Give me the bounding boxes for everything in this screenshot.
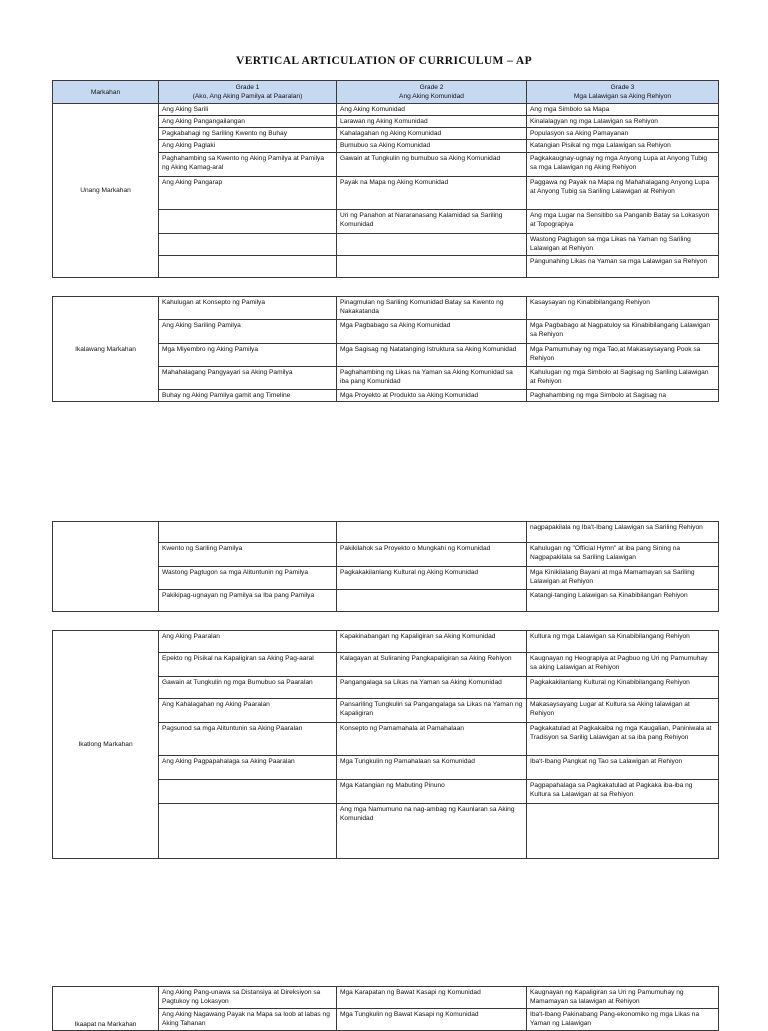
grade-3-cell: Kahulugan ng "Official Hymn" at iba pang Sining na Nagpapakilala sa Sariling Lalawigan <box>527 543 719 567</box>
grade-1-cell: Ang Aking Sarili <box>159 104 337 116</box>
grade-3-cell: Paghahambing ng mga Simbolo at Sagisag na <box>527 390 719 402</box>
grade-1-cell: Ang Aking Paaralan <box>159 631 337 653</box>
table-row <box>53 104 719 116</box>
curriculum-table-third-quarter <box>52 630 719 859</box>
document-title: VERTICAL ARTICULATION OF CURRICULUM – AP <box>235 55 532 67</box>
grade-1-subtitle: (Ako, Ang Aking Pamilya at Paaralan) <box>192 93 303 100</box>
grade-1-cell: Mahahalagang Pangyayari sa Aking Pamilya <box>159 367 337 390</box>
quarter-label: Ikalawang Markahan <box>53 297 159 402</box>
curriculum-table-second-quarter-continued <box>52 521 719 612</box>
grade-3-cell <box>527 804 719 859</box>
grade-3-cell: Mga Pamumuhay ng mga Tao,at Makasaysayang Pook sa Rehiyon <box>527 344 719 367</box>
grade-2-title: Grade 2 <box>419 84 444 91</box>
grade-1-cell: Ang Aking Pangarap <box>159 177 337 210</box>
grade-2-cell <box>337 256 527 278</box>
grade-3-cell: Katangi-tanging Lalawigan sa Kinabibilangan Rehiyon <box>527 590 719 612</box>
grade-2-cell: Mga Karapatan ng Bawat Kasapi ng Komunidad <box>337 987 527 1009</box>
grade-1-cell: Gawain at Tungkulin ng mga Bumubuo sa Paaralan <box>159 677 337 699</box>
quarter-label: Ikaapat na Markahan <box>53 987 159 1031</box>
grade-3-cell: Katangian Pisikal ng mga Lalawigan sa Rehiyon <box>527 140 719 153</box>
grade-3-cell: Kinalalagyan ng mga Lalawigan sa Rehiyon <box>527 116 719 128</box>
grade-1-title: Grade 1 <box>235 84 260 91</box>
grade-2-cell: Pangangalaga sa Likas na Yaman sa Aking Komunidad <box>337 677 527 699</box>
grade-2-cell: Uri ng Panahon at Nararanasang Kalamidad sa Sariling Komunidad <box>337 210 527 234</box>
grade-3-cell: Iba't-Ibang Pakinabang Pang-ekonomiko ng mga Likas na Yaman ng Lalawigan <box>527 1009 719 1031</box>
header-grade-3 <box>527 81 719 104</box>
grade-2-cell: Larawan ng Aking Komunidad <box>337 116 527 128</box>
grade-3-cell: Paggawa ng Payak na Mapa ng Mahahalagang Anyong Lupa at Anyong Tubig sa Sariling Lalawigan at Rehiyon <box>527 177 719 210</box>
grade-1-cell: Kwento ng Sariling Pamilya <box>159 543 337 567</box>
quarter-label: Unang Markahan <box>53 104 159 278</box>
grade-1-cell: Pagsunod sa mga Alituntunin sa Aking Paaralan <box>159 723 337 756</box>
grade-1-cell <box>159 234 337 256</box>
curriculum-table-fourth-quarter <box>52 986 719 1031</box>
grade-3-cell: Mga Kinikilalang Bayani at mga Mamamayan sa Sariling Lalawigan at Rehiyon <box>527 567 719 590</box>
table-row <box>53 987 719 1009</box>
grade-1-cell: Pagkabahagi ng Sariling Kwento ng Buhay <box>159 128 337 140</box>
grade-3-cell: Makasaysayang Lugar at Kultura sa Aking lalawigan at Rehiyon <box>527 699 719 723</box>
grade-3-cell: nagpapakilala ng Iba't-Ibang Lalawigan sa Sariling Rehiyon <box>527 522 719 543</box>
grade-2-cell: Pakikilahok sa Proyekto o Mungkahi ng Komunidad <box>337 543 527 567</box>
grade-3-cell: Populasyon sa Aking Pamayanan <box>527 128 719 140</box>
grade-1-cell: Ang Aking Pagpapahalaga sa Aking Paaralan <box>159 756 337 780</box>
table-row <box>53 297 719 320</box>
grade-1-cell: Pakikipag-ugnayan ng Pamilya sa Iba pang Pamilya <box>159 590 337 612</box>
grade-1-cell: Ang Aking Pangangailangan <box>159 116 337 128</box>
grade-3-cell: Kasaysayan ng Kinabibilangang Rehiyon <box>527 297 719 320</box>
header-markahan: Markahan <box>53 81 159 104</box>
quarter-label: Ikatlong Markahan <box>53 631 159 859</box>
grade-3-cell: Kultura ng mga Lalawigan sa Kinabibilangang Rehiyon <box>527 631 719 653</box>
grade-2-cell <box>337 522 527 543</box>
grade-1-cell: Ang Kahalagahan ng Aking Paaralan <box>159 699 337 723</box>
grade-1-cell: Ang Aking Paglaki <box>159 140 337 153</box>
grade-2-cell: Mga Proyekto at Produkto sa Aking Komunidad <box>337 390 527 402</box>
grade-3-cell: Ang mga Lugar na Sensitibo sa Panganib Batay sa Lokasyon at Topograpiya <box>527 210 719 234</box>
grade-2-cell: Mga Pagbabago sa Aking Komunidad <box>337 320 527 344</box>
grade-1-cell: Kahulugan at Konsepto ng Pamilya <box>159 297 337 320</box>
grade-3-cell: Pagkakatulad at Pagkakaiba ng mga Kaugalian, Paniniwala at Tradisyon sa Sarilig Lalawigan at sa iba pang Rehiyon <box>527 723 719 756</box>
grade-2-cell: Mga Katangian ng Mabuting Pinuno <box>337 780 527 804</box>
grade-3-cell: Kaugnayan ng Kapaligiran sa Uri ng Pamumuhay ng Mamamayan sa lalawigan at Rehiyon <box>527 987 719 1009</box>
grade-2-cell: Konsepto ng Pamamahala at Pamahalaan <box>337 723 527 756</box>
grade-1-cell: Wastong Pagtugon sa mga Alituntunin ng Pamilya <box>159 567 337 590</box>
grade-3-cell: Mga Pagbabago at Nagpatuloy sa Kinabibilangang Lalawigan sa Rehiyon <box>527 320 719 344</box>
grade-2-cell: Ang Aking Komunidad <box>337 104 527 116</box>
grade-3-cell: Iba't-Ibang Pangkat ng Tao sa Lalawigan at Rehiyon <box>527 756 719 780</box>
curriculum-table-first-quarter <box>52 80 719 278</box>
grade-2-cell <box>337 590 527 612</box>
grade-3-cell: Pagkakaugnay-ugnay ng mga Anyong Lupa at Anyong Tubig sa mga Lalawigan ng Aking Rehiyon <box>527 153 719 177</box>
grade-2-cell: Mga Sagisag ng Natatanging Istruktura sa Aking Komunidad <box>337 344 527 367</box>
grade-2-cell: Mga Tungkulin ng Bawat Kasapi ng Komunidad <box>337 1009 527 1031</box>
table-row <box>53 522 719 543</box>
grade-2-cell: Kalagayan at Suliraning Pangkapaligiran sa Aking Rehiyon <box>337 653 527 677</box>
table-header-row <box>53 81 719 104</box>
grade-1-cell: Epekto ng Pisikal na Kapaligiran sa Aking Pag-aaral <box>159 653 337 677</box>
grade-1-cell: Paghahambing sa Kwento ng Aking Pamilya at Pamilya ng Aking Kamag-aral <box>159 153 337 177</box>
grade-1-cell: Mga Miyembro ng Aking Pamilya <box>159 344 337 367</box>
grade-2-cell: Kahalagahan ng Aking Komunidad <box>337 128 527 140</box>
header-grade-1 <box>159 81 337 104</box>
grade-2-cell: Gawain at Tungkulin ng bumubuo sa Aking Komunidad <box>337 153 527 177</box>
grade-1-cell: Ang Aking Pang-unawa sa Distansiya at Direksiyon sa Pagtukoy ng Lokasyon <box>159 987 337 1009</box>
grade-2-cell: Mga Tungkulin ng Pamahalaan sa Komunidad <box>337 756 527 780</box>
grade-3-subtitle: Mga Lalawigan sa Aking Rehiyon <box>573 93 672 100</box>
quarter-label-blank <box>53 522 159 612</box>
grade-2-cell <box>337 234 527 256</box>
grade-2-cell: Paghahambing ng Likas na Yaman sa Aking Komunidad sa iba pang Komunidad <box>337 367 527 390</box>
grade-1-cell <box>159 256 337 278</box>
grade-3-title: Grade 3 <box>610 84 635 91</box>
grade-1-cell <box>159 522 337 543</box>
grade-2-cell: Pagkakakilanlang Kultural ng Aking Komunidad <box>337 567 527 590</box>
header-grade-2 <box>337 81 527 104</box>
grade-1-cell: Ang Aking Sariling Pamilya <box>159 320 337 344</box>
grade-3-cell: Kaugnayan ng Heograpiya at Pagbuo ng Uri ng Pamumuhay sa aking Lalawigan at Rehiyon <box>527 653 719 677</box>
grade-2-subtitle: Ang Aking Komunidad <box>399 93 464 100</box>
grade-2-cell: Bumubuo sa Aking Komunidad <box>337 140 527 153</box>
grade-1-cell <box>159 804 337 859</box>
grade-3-cell: Kahulugan ng mga Simbolo at Sagisag ng Sariling Lalawigan at Rehiyon <box>527 367 719 390</box>
grade-2-cell: Pinagmulan ng Sariling Komunidad Batay sa Kwento ng Nakakatanda <box>337 297 527 320</box>
grade-2-cell: Pansariling Tungkulin sa Pangangalaga sa Likas na Yaman ng Kapaligiran <box>337 699 527 723</box>
grade-1-cell: Buhay ng Aking Pamilya gamit ang Timeline <box>159 390 337 402</box>
table-row <box>53 631 719 653</box>
grade-1-cell <box>159 780 337 804</box>
grade-1-cell: Ang Aking Nagawang Payak na Mapa sa loob at labas ng Aking Tahanan <box>159 1009 337 1031</box>
curriculum-table-second-quarter <box>52 296 719 402</box>
grade-3-cell: Pagkakakilanlang Kultural ng Kinabibilangang Rehiyon <box>527 677 719 699</box>
grade-1-cell <box>159 210 337 234</box>
grade-2-cell: Kapakinabangan ng Kapaligiran sa Aking Komunidad <box>337 631 527 653</box>
grade-3-cell: Pangunahing Likas na Yaman sa mga Lalawigan sa Rehiyon <box>527 256 719 278</box>
grade-3-cell: Pagpapahalaga sa Pagkakatulad at Pagkaka iba-iba ng Kultura sa Lalawigan at sa Rehiyon <box>527 780 719 804</box>
grade-2-cell: Ang mga Namumuno na nag-ambag ng Kaunlaran sa Aking Komunidad <box>337 804 527 859</box>
grade-3-cell: Wastong Pagtugon sa mga Likas na Yaman ng Sariling Lalawigan at Rehiyon <box>527 234 719 256</box>
grade-2-cell: Payak na Mapa ng Aking Komunidad <box>337 177 527 210</box>
grade-3-cell: Ang mga Simbolo sa Mapa <box>527 104 719 116</box>
